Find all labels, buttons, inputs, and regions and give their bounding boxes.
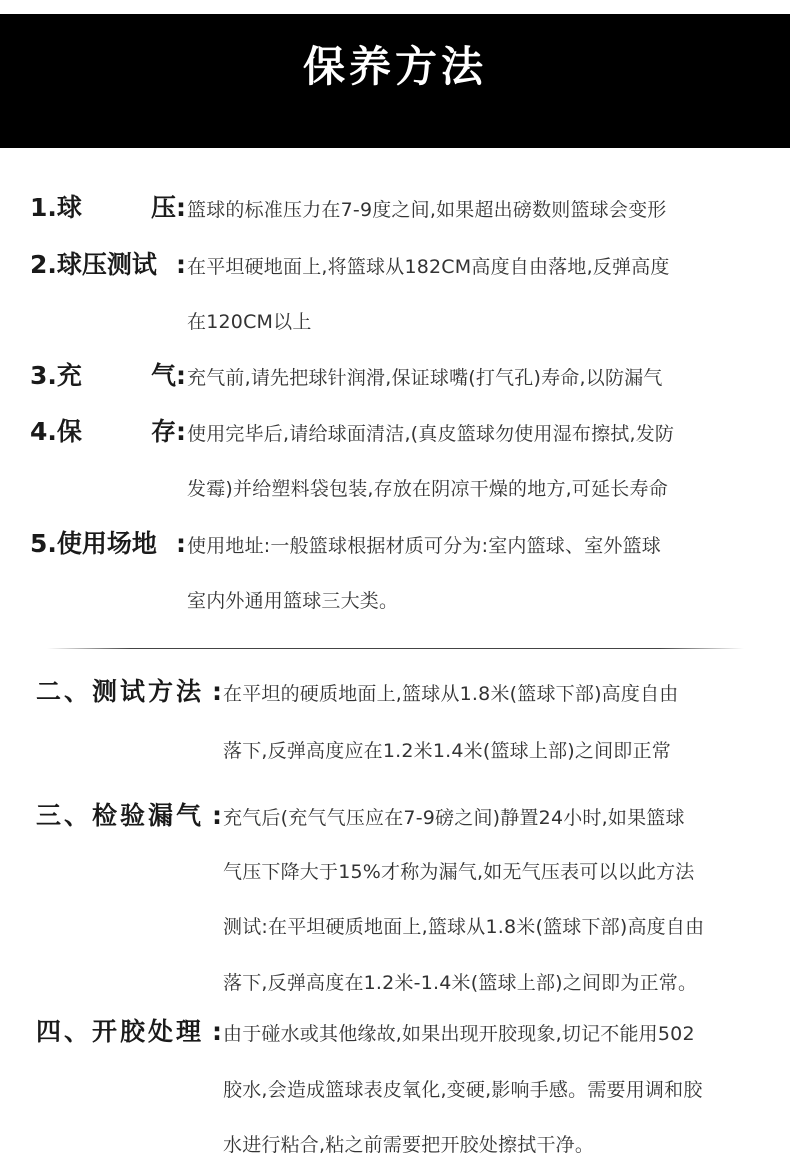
item-text: 使用完毕后,请给球面清洁,(真皮篮球勿使用湿布擦拭,发防 <box>187 423 675 445</box>
item-label-part-a: 1.球 <box>30 193 82 222</box>
section-colon: : <box>212 801 222 830</box>
item-text: 篮球的标准压力在7-9度之间,如果超出磅数则篮球会变形 <box>187 199 667 221</box>
item-label-part-b: 存 <box>150 417 176 446</box>
item-colon: : <box>176 529 186 558</box>
item-label: 5.使用场地 <box>30 529 157 558</box>
divider <box>47 648 744 649</box>
item-label-part-b: 压 <box>150 193 176 222</box>
section-text: 由于碰水或其他缘故,如果出现开胶现象,切记不能用502 <box>223 1023 695 1045</box>
item-text: 在平坦硬地面上,将篮球从182CM高度自由落地,反弹高度 <box>187 256 670 278</box>
item-label-part-b: 气 <box>150 361 176 390</box>
item-label-part-a: 4.保 <box>30 417 82 446</box>
item-text: 使用地址:一般篮球根据材质可分为:室内篮球、室外篮球 <box>187 535 662 557</box>
item-colon: : <box>176 193 186 222</box>
section-label: 四、开胶处理 <box>36 1017 205 1046</box>
section-text: 测试:在平坦硬质地面上,篮球从1.8米(篮球下部)高度自由 <box>223 916 705 938</box>
item-colon: : <box>176 250 186 279</box>
item-text: 在120CM以上 <box>187 311 312 333</box>
section-label: 三、检验漏气 <box>36 801 205 830</box>
section-label: 二、测试方法 <box>36 677 205 706</box>
item-text: 充气前,请先把球针润滑,保证球嘴(打气孔)寿命,以防漏气 <box>187 367 663 389</box>
item-label: 2.球压测试 <box>30 250 157 279</box>
item-label <box>30 361 176 391</box>
section-text: 胶水,会造成篮球表皮氧化,变硬,影响手感。需要用调和胶 <box>223 1079 703 1101</box>
item-colon: : <box>176 417 186 446</box>
item-text: 室内外通用篮球三大类。 <box>187 590 399 612</box>
item-colon: : <box>176 361 186 390</box>
item-label <box>30 193 176 223</box>
section-text: 在平坦的硬质地面上,篮球从1.8米(篮球下部)高度自由 <box>223 683 679 705</box>
section-colon: : <box>212 1017 222 1046</box>
section-text: 落下,反弹高度在1.2米-1.4米(篮球上部)之间即为正常。 <box>223 972 698 994</box>
section-text: 气压下降大于15%才称为漏气,如无气压表可以以此方法 <box>223 861 695 883</box>
item-label-part-a: 3.充 <box>30 361 82 390</box>
section-text: 水进行粘合,粘之前需要把开胶处擦拭干净。 <box>223 1134 595 1156</box>
item-label <box>30 417 176 447</box>
section-text: 充气后(充气气压应在7-9磅之间)静置24小时,如果篮球 <box>223 807 685 829</box>
page-title: 保养方法 <box>302 42 487 91</box>
section-text: 落下,反弹高度应在1.2米1.4米(篮球上部)之间即正常 <box>223 740 671 762</box>
item-text: 发霉)并给塑料袋包装,存放在阴凉干燥的地方,可延长寿命 <box>187 478 668 500</box>
section-colon: : <box>212 677 222 706</box>
